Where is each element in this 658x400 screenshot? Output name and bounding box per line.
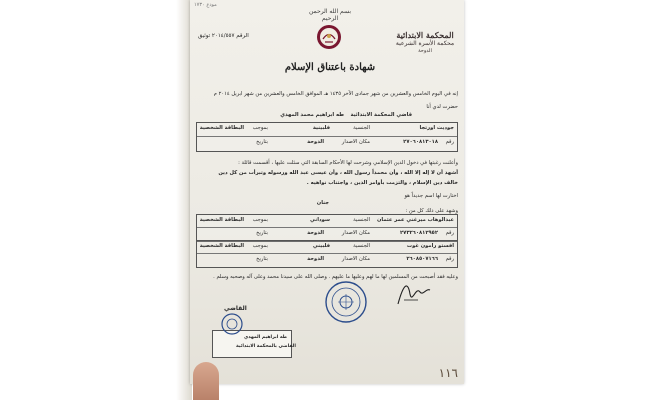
certificate-page [190,0,464,384]
judge-title: قاضي المحكمة الابتدائية [350,112,412,118]
witness-1-place: الدوحة [307,230,324,236]
id-type: البطاقة الشخصية [199,125,244,131]
finger [193,362,219,400]
stamp-seal-icon [220,312,244,336]
witness-1-number-label: رقم [445,230,454,236]
witness-1-name: عبدالوهاب ميرغني عمر عثمان [376,217,454,223]
court-heading [394,30,456,55]
table-divider [197,253,457,254]
stamp-line-1: طه ابراهيم المهدي [244,335,287,340]
witness-2-date-label: بتاريخ [256,256,268,262]
witness-1-nationality-label: الجنسية [353,217,370,223]
witness-2-nationality-label: الجنسية [353,243,370,249]
number-label: رقم [445,139,454,145]
nationality-label: الجنسية [353,125,370,131]
witness-2-name: افستو رامون غوت [406,243,454,249]
witness-1-nationality: سوداني [310,217,330,223]
reference-number: الرقم ٢٠١٤/٥٥٧ توثيق [198,33,249,39]
applicant-name: جوديث اورتجا [419,125,454,131]
basmala: بسم الله الرحمن الرحيم [308,8,352,22]
id-label: بموجب [252,125,268,131]
new-name: جنان [316,200,329,206]
witness-2-place: الدوحة [307,256,324,262]
judge-name: طه ابراهيم محمد المهدي [280,112,344,118]
judge-label: القاضي [224,305,247,312]
witness-2-id-label: بموجب [252,243,268,249]
date-label: بتاريخ [256,139,268,145]
state-emblem-icon [316,24,342,50]
court-sub: محكمة الأسرة الشرعية [395,40,455,47]
certificate-title: شهادة باعتناق الإسلام [284,62,376,73]
witnesses-intro: وشهد على ذلك كل من : [405,208,458,214]
witness-2-number-label: رقم [445,256,454,262]
table-divider [197,136,457,137]
applicant-number: ٢٧٠٦٠٨١٣٠١٨ [403,139,438,145]
place-label: مكان الاصدار [341,139,370,145]
table-divider [197,227,457,228]
witness-1-id-label: بموجب [252,217,268,223]
corner-code: مودع ١٧٣٠ [194,2,217,8]
witness-2-nationality: فلبيني [312,243,330,249]
closing-statement: وعليه فقد أصبحت من المسلمين لها ما لهم وعليها ما عليهم . وصلى الله على سيدنا محمد وعلى آله وصحبه وسلم . [213,274,458,280]
witness-1-number: ٢٧٣٢٦٠٨١٢٩٥٢ [400,230,438,236]
court-seal-icon [324,280,368,324]
witness-1-id-type: البطاقة الشخصية [199,217,244,223]
judge-signature-icon [390,278,434,308]
intro-line: إنه في اليوم الخامس والعشرين من شهر جمادى الآخر ١٤٣٥ هـ الموافق الخامس والعشرين من شهر ابريل ٢٠١٤ م [213,91,458,97]
present-label: حضرت لدي أنا [426,104,458,110]
witness-2-place-label: مكان الاصدار [341,256,370,262]
declaration-line-3: خالف دين الإسلام ، والتزمت بأوامر الدين ، واجتناب نواهيه . [306,180,458,186]
witness-2-number: ٢٦٠٨٥٠٧١٦٦ [406,256,438,262]
stamp-line-2: القاضي بالمحكمة الابتدائية [236,344,296,349]
page-mark: ١١٦ [438,366,458,380]
court-country: الدوحة [418,48,432,54]
witness-1-date-label: بتاريخ [256,230,268,236]
witness-1-place-label: مكان الاصدار [341,230,370,236]
court-name: المحكمة الابتدائية [396,30,454,40]
applicant-place: الدوحة [307,139,324,145]
declaration-line-2: أشهد أن لا إله إلا الله ، وأن محمداً رسول الله ، وأن عيسى عبد الله ورسوله وتبرأت من كل دين [218,170,458,176]
declaration-line-1: وأعلنت رغبتها في دخول الدين الإسلامي وشرحت لها الأحكام السابقة التي سئلت عليها ، أقسمت قائلة : [238,160,458,166]
witness-2-id-type: البطاقة الشخصية [199,243,244,249]
new-name-label: اختارت لها اسم جديداً هو [404,193,458,199]
applicant-nationality: فلبينية [312,125,330,131]
